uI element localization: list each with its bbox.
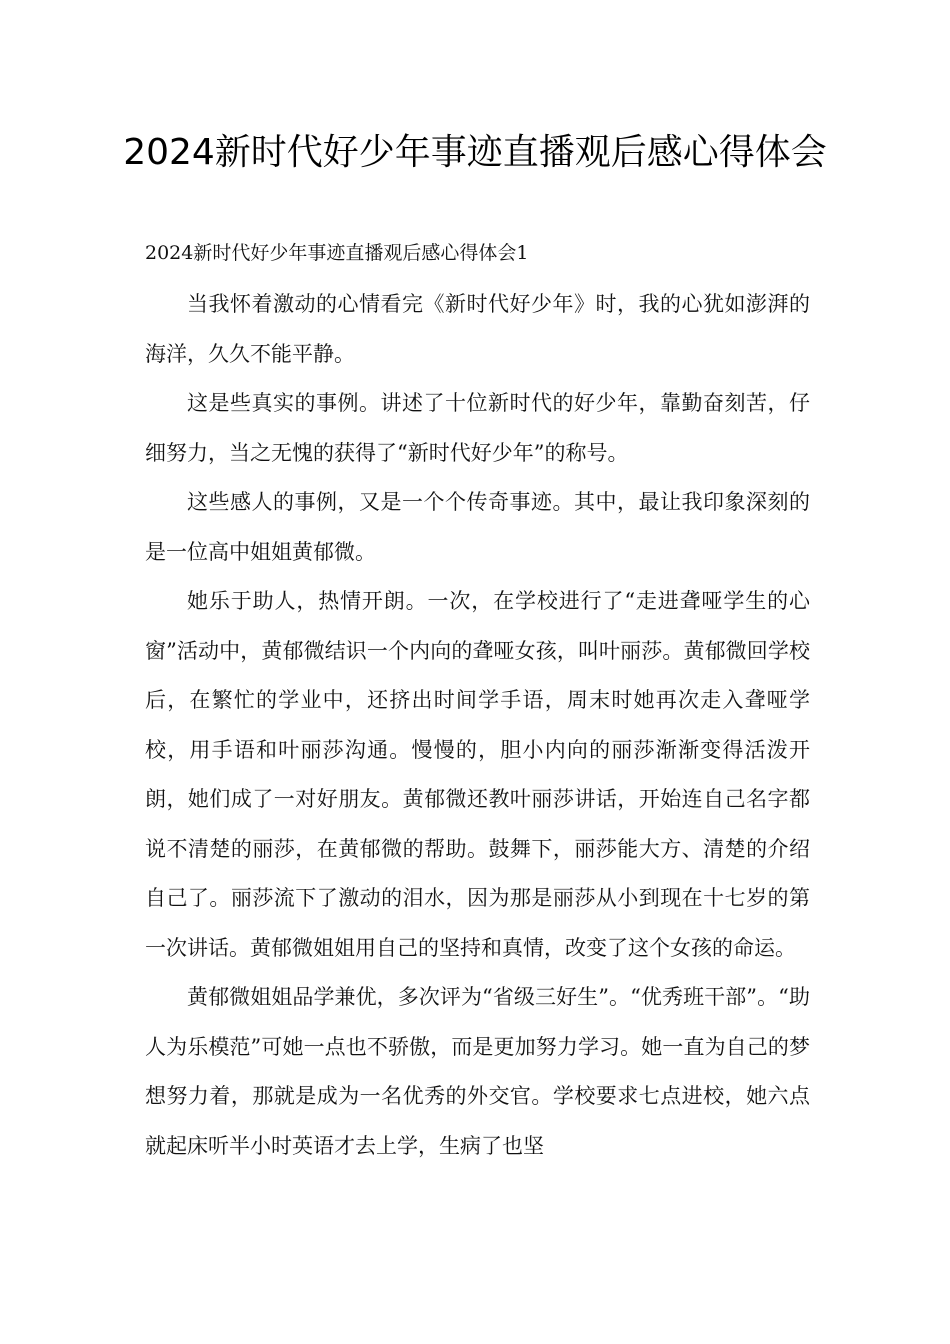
paragraph: 当我怀着激动的心情看完《新时代好少年》时，我的心犹如澎湃的海洋，久久不能平静。 [145, 292, 810, 366]
section-heading: 2024新时代好少年事迹直播观后感心得体会1 [145, 242, 529, 264]
paragraph: 她乐于助人，热情开朗。一次，在学校进行了“走进聋哑学生的心窗”活动中，黄郁微结识一个内向的聋哑女孩，叫叶丽莎。黄郁微回学校后，在繁忙的学业中，还挤出时间学手语，周末时她再次走入聋哑学校，用手语和叶丽莎沟通。慢慢的，胆小内向的丽莎渐渐变得活泼开朗，她们成了一对好朋友。黄郁微还教叶丽莎讲话，开始连自己名字都说不清楚的丽莎，在黄郁微的帮助。鼓舞下，丽莎能大方、清楚的介绍自己了。丽莎流下了激动的泪水，因为那是丽莎从小到现在十七岁的第一次讲话。黄郁微姐姐用自己的坚持和真情，改变了这个女孩的命运。 [145, 589, 810, 960]
paragraph: 黄郁微姐姐品学兼优，多次评为“省级三好生”。“优秀班干部”。“助人为乐模范”可她一点也不骄傲，而是更加努力学习。她一直为自己的梦想努力着，那就是成为一名优秀的外交官。学校要求七点进校，她六点就起床听半小时英语才去上学，生病了也坚 [145, 985, 810, 1158]
paragraph: 这些感人的事例，又是一个个传奇事迹。其中，最让我印象深刻的是一位高中姐姐黄郁微。 [145, 490, 810, 564]
document-title: 2024新时代好少年事迹直播观后感心得体会 [123, 132, 827, 173]
document-body [145, 280, 810, 1171]
paragraph: 这是些真实的事例。讲述了十位新时代的好少年，靠勤奋刻苦，仔细努力，当之无愧的获得了“新时代好少年”的称号。 [145, 391, 810, 465]
